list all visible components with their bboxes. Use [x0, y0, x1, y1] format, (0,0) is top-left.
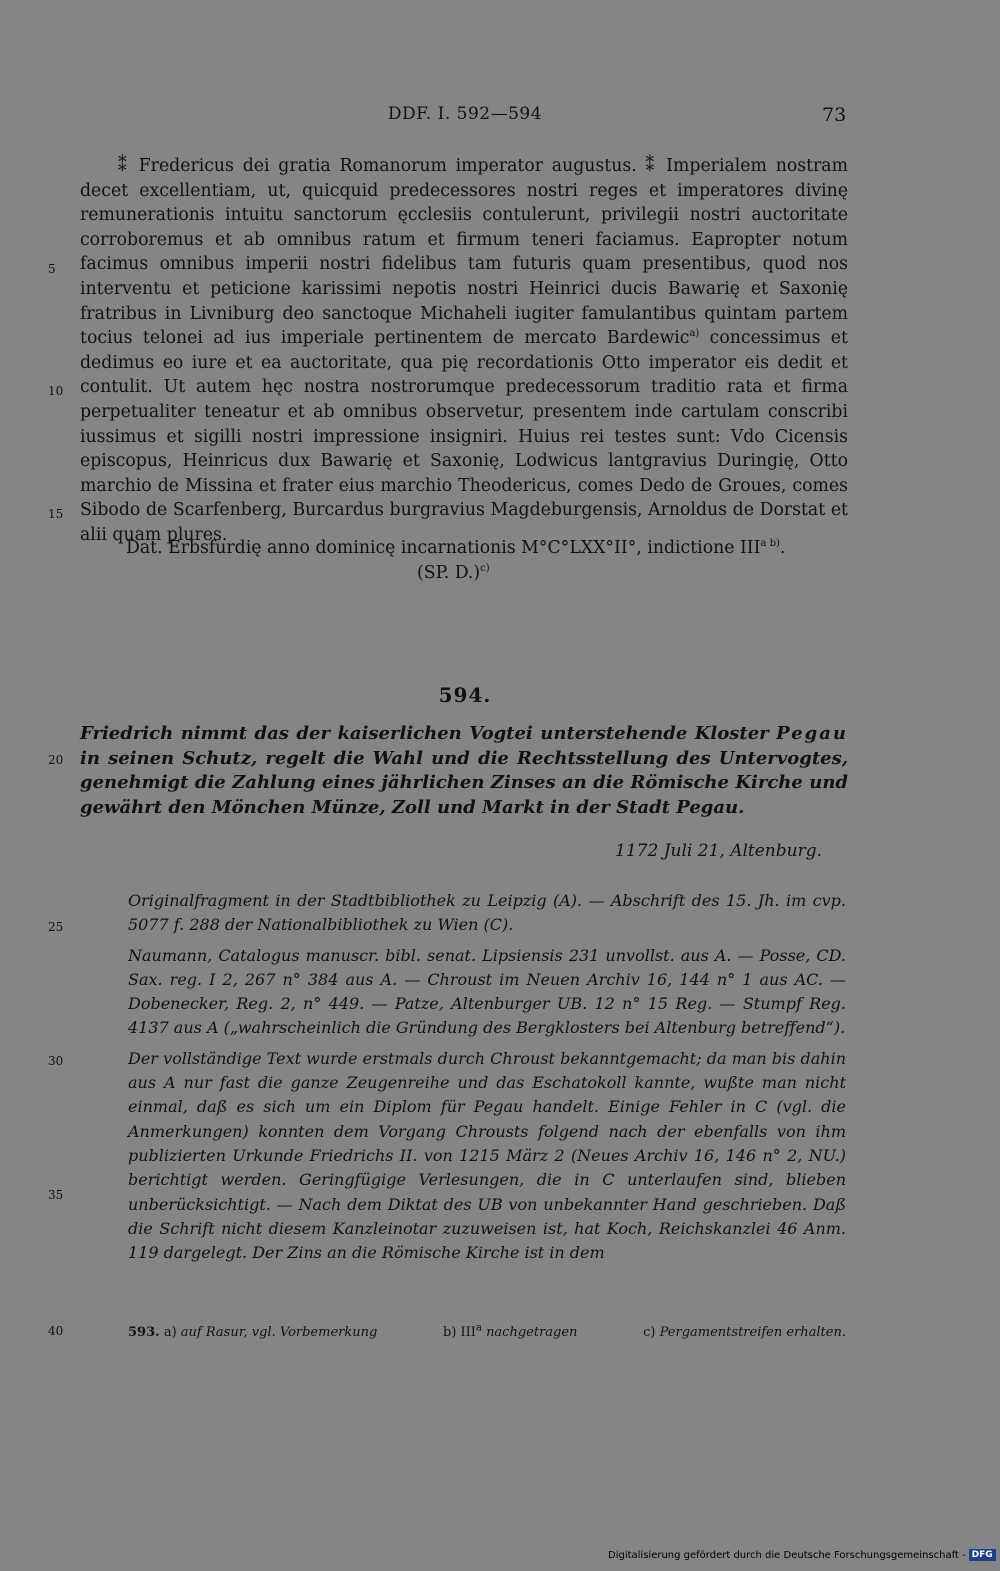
footnote-b: b) III$^a$ nachgetragen: [443, 1322, 578, 1340]
line-number: 35: [48, 1188, 64, 1202]
footnote-marker-c: c): [480, 562, 490, 574]
footer-text: Digitalisierung gefördert durch die Deutsche Forschungsgemeinschaft -: [608, 1549, 966, 1561]
footnote-a: 593. a) auf Rasur, vgl. Vorbemerkung: [128, 1325, 378, 1340]
seal-line: (SP. D.)$^{c)}$: [417, 562, 490, 583]
footnote-c: c) Pergamentstreifen erhalten.: [643, 1325, 846, 1340]
dating-line: Dat. Erbsfurdię anno dominicę incarnationis M°C°LXX°II°, indictione $III^{a b)}$.: [126, 538, 786, 558]
charter-text-part2: concessimus et dedimus eo iure et ea auctoritate, qua pię recordationis Otto imperator eis dedit et contulit. Ut autem hęc nostra nostrorumque predecessorum traditio rata et firma perpetualiter teneatur et ab omnibus observetur, presentem inde cartulam conscribi iussimus et sigilli nostri impressione insigniri. Huius rei testes sunt: Vdo Cicensis episcopus, Heinricus dux Bawarię et Saxonię, Lodwicus lantgravius Duringię, Otto marchio de Missina et frater eius marchio Theodericus, comes Dedo de Groues, comes Sibodo de Scarfenberg, Burcardus burgravius Magdeburgensis, Arnoldus de Dorstat et alii quam plures.: [80, 328, 848, 545]
charter-text: [80, 154, 848, 548]
date-place: 1172 Juli 21, Altenburg.: [615, 841, 822, 861]
dating-clause: [126, 536, 848, 585]
line-number: 40: [48, 1324, 64, 1338]
line-number: 30: [48, 1054, 64, 1068]
charter-text-part1: ⁑ Fredericus dei gratia Romanorum imperator augustus. ⁑ Imperialem nostram decet excellentiam, ut, quicquid predecessores nostri reges et imperatores divinę remunerationis intuitu sanctorum ęcclesiis contulerunt, privilegii nostri auctoritate corroboremus et ab omnibus ratum et firmum teneri faciamus. Eapropter notum facimus omnibus imperii nostri fidelibus tam futuris quam presentibus, quod nos interventu et peticione karissimi nepotis nostri Heinrici ducis Bawarię et Saxonię fratribus in Livniburg deo sanctoque Michaheli iugiter famulantibus quintam partem tocius telonei ad ius imperiale pertinentem de mercato Bardewic: [80, 156, 848, 349]
footnote-marker-a: a): [689, 328, 700, 340]
note-editions: Naumann, Catalogus manuscr. bibl. senat. Lipsiensis 231 unvollst. aus A. — Posse, CD. Sax. reg. I 2, 267 n° 384 aus A. — Chroust im Neuen Archiv 16, 144 n° 1 aus AC. — Dobenecker, Reg. 2, n° 449. — Patze, Altenburger UB. 12 n° 15 Reg. — Stumpf Reg. 4137 aus A („wahrscheinlich die Gründung des Bergklosters bei Altenburg betreffend“).: [128, 945, 846, 1038]
note-commentary: Der vollständige Text wurde erstmals durch Chroust bekanntgemacht; da man bis dahin aus A nur fast die ganze Zeugenreihe und das Eschatokoll kannte, wußte man nicht einmal, daß es sich um ein Diplom für Pegau handelt. Einige Fehler in C (vgl. die Anmerkungen) konnten dem Vorgang Chrousts folgend nach der ebenfalls von ihm publizierten Urkunde Friedrichs II. von 1215 März 2 (Neues Archiv 16, 146 n° 2, NU.) berichtigt werden. Geringfügige Verlesungen, die in C unterlaufen sind, blieben unberücksichtigt. — Nach dem Diktat des UB von unbekannter Hand geschrieben. Daß die Schrift nicht diesem Kanzleinotar zuzuweisen ist, hat Koch, Reichskanzlei 46 Anm. 119 dargelegt. Der Zins an die Römische Kirche ist in dem: [128, 1048, 846, 1263]
document-number: 594.: [438, 683, 492, 707]
dfg-logo: DFG: [969, 1549, 996, 1561]
line-number: 20: [48, 753, 64, 767]
line-number: 10: [48, 384, 64, 398]
page-number: 73: [822, 104, 847, 126]
editorial-notes: [128, 889, 846, 1271]
footnotes: [128, 1322, 846, 1340]
charter-paragraph: [80, 154, 848, 548]
running-header-title: DDF. I. 592—594: [387, 104, 543, 124]
place-name-spaced: Pegau: [776, 723, 848, 744]
footnote-marker-ab: a b): [760, 538, 780, 550]
line-number: 15: [48, 507, 64, 521]
line-number: 5: [48, 262, 56, 276]
note-tradition: Originalfragment in der Stadtbibliothek zu Leipzig (A). — Abschrift des 15. Jh. im cvp. 5077 f. 288 der Nationalbibliothek zu Wien (C).: [128, 891, 846, 935]
digitization-footer: [608, 1549, 996, 1561]
regest-summary: Friedrich nimmt das der kaiserlichen Vogtei unterstehende Kloster Pegau in seinen Schutz, regelt die Wahl und die Rechtsstellung des Untervogtes, genehmigt die Zahlung eines jährlichen Zinses an die Römische Kirche und gewährt den Mönchen Münze, Zoll und Markt in der Stadt Pegau.: [80, 723, 848, 818]
line-number: 25: [48, 920, 64, 934]
